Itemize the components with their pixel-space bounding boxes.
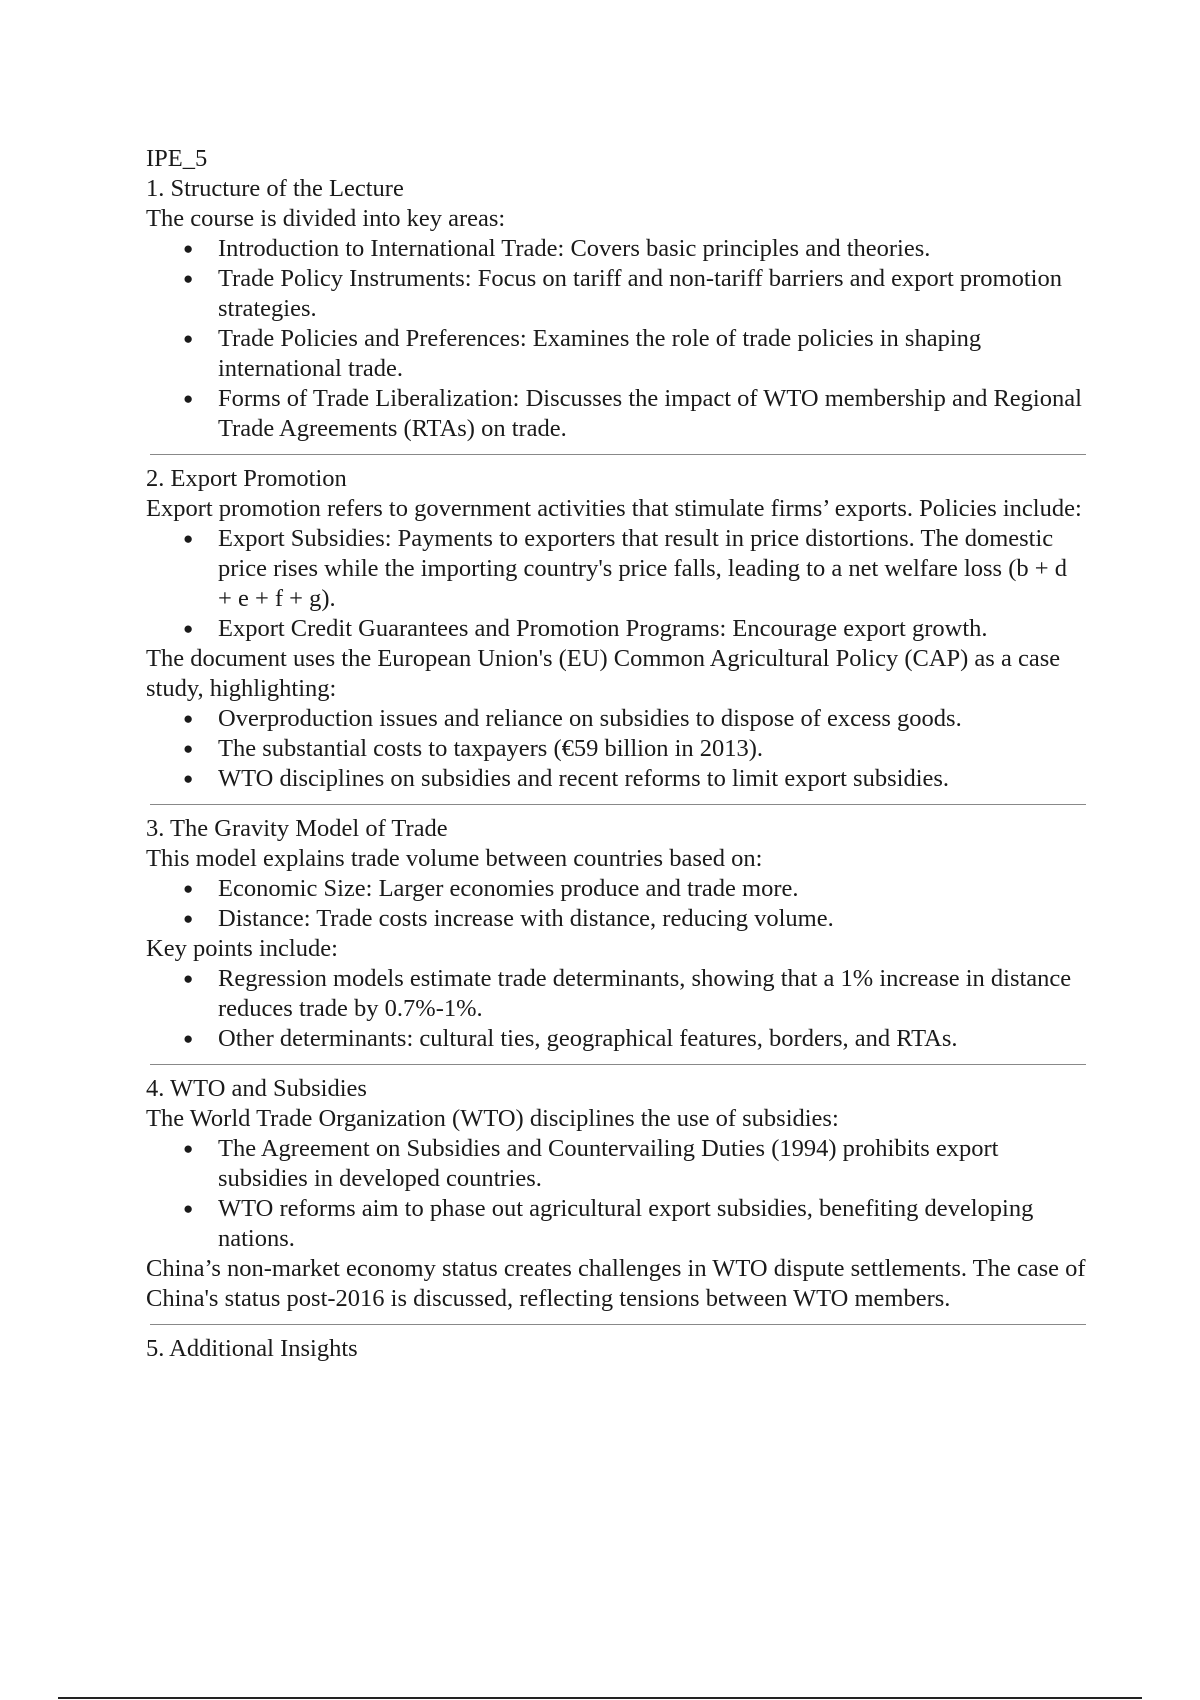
document-page [146, 144, 1086, 1364]
list-item: ● Introduction to International Trade: Covers basic principles and theories. [146, 234, 1086, 264]
section-intro: Export promotion refers to government activities that stimulate firms’ exports. Policies include: [146, 495, 1082, 522]
section-divider [150, 1064, 1086, 1065]
document-title: IPE_5 [146, 145, 208, 172]
section-heading: 2. Export Promotion [146, 465, 347, 492]
section-additional-insights [146, 1334, 1086, 1364]
list-item: ● Overproduction issues and reliance on subsidies to dispose of excess goods. [146, 704, 1086, 734]
list-item: ● Economic Size: Larger economies produce and trade more. [146, 874, 1086, 904]
section-divider [150, 1324, 1086, 1325]
page-bottom-rule [58, 1697, 1142, 1699]
list-item: ● Forms of Trade Liberalization: Discusses the impact of WTO membership and Regional Trade Agreements (RTAs) on trade. [146, 384, 1086, 444]
section-intro: The World Trade Organization (WTO) disciplines the use of subsidies: [146, 1105, 839, 1132]
bullet-list [146, 704, 1086, 794]
list-item: ● WTO reforms aim to phase out agricultural export subsidies, benefiting developing nations. [146, 1194, 1086, 1254]
list-item: ● Trade Policies and Preferences: Examines the role of trade policies in shaping international trade. [146, 324, 1086, 384]
list-item: ● The Agreement on Subsidies and Countervailing Duties (1994) prohibits export subsidies in developed countries. [146, 1134, 1086, 1194]
bullet-list [146, 234, 1086, 444]
list-item: ● Export Subsidies: Payments to exporters that result in price distortions. The domestic price rises while the importing country's price falls, leading to a net welfare loss (b + d + e + f + g). [146, 524, 1086, 614]
section-structure-of-lecture [146, 174, 1086, 444]
section-heading: 5. Additional Insights [146, 1335, 358, 1362]
section-wto-subsidies [146, 1074, 1086, 1314]
list-item: ● Distance: Trade costs increase with distance, reducing volume. [146, 904, 1086, 934]
bullet-list [146, 874, 1086, 934]
section-intro: The course is divided into key areas: [146, 205, 506, 232]
section-heading: 4. WTO and Subsidies [146, 1075, 367, 1102]
bullet-list [146, 964, 1086, 1054]
bullet-list [146, 1134, 1086, 1254]
list-item: ● The substantial costs to taxpayers (€59 billion in 2013). [146, 734, 1086, 764]
list-item: ● WTO disciplines on subsidies and recent reforms to limit export subsidies. [146, 764, 1086, 794]
section-heading: 1. Structure of the Lecture [146, 175, 404, 202]
section-export-promotion [146, 464, 1086, 794]
section-paragraph: The document uses the European Union's (EU) Common Agricultural Policy (CAP) as a case study, highlighting: [146, 645, 1061, 702]
section-divider [150, 454, 1086, 455]
section-heading: 3. The Gravity Model of Trade [146, 815, 448, 842]
list-item: ● Trade Policy Instruments: Focus on tariff and non-tariff barriers and export promotion strategies. [146, 264, 1086, 324]
list-item: ● Other determinants: cultural ties, geographical features, borders, and RTAs. [146, 1024, 1086, 1054]
list-item: ● Regression models estimate trade determinants, showing that a 1% increase in distance reduces trade by 0.7%-1%. [146, 964, 1086, 1024]
section-divider [150, 804, 1086, 805]
section-paragraph: China’s non-market economy status creates challenges in WTO dispute settlements. The case of China's status post-2016 is discussed, reflecting tensions between WTO members. [146, 1255, 1086, 1312]
section-gravity-model [146, 814, 1086, 1054]
list-item: ● Export Credit Guarantees and Promotion Programs: Encourage export growth. [146, 614, 1086, 644]
section-paragraph: Key points include: [146, 935, 338, 962]
section-intro: This model explains trade volume between countries based on: [146, 845, 763, 872]
bullet-list [146, 524, 1086, 644]
